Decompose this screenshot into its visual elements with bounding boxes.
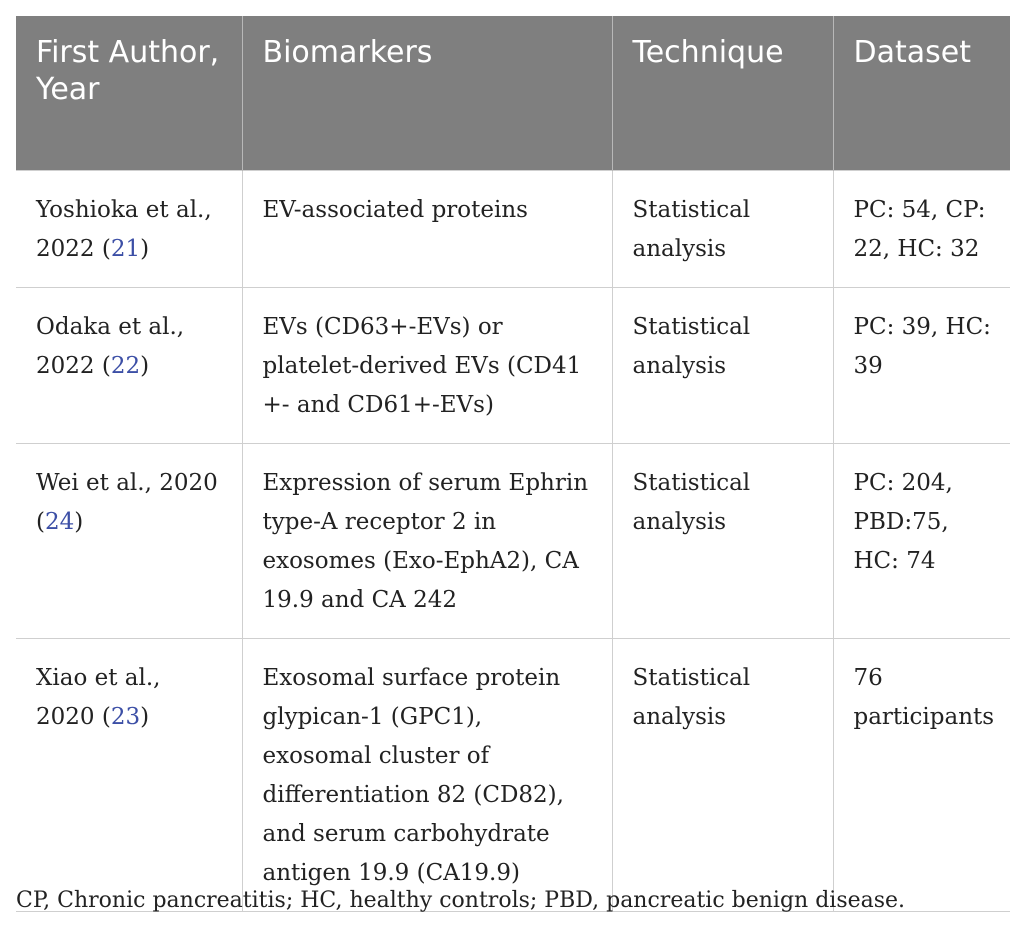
studies-table (16, 16, 1010, 912)
header-dataset: Dataset (833, 16, 1010, 170)
technique-cell: Statistical analysis (612, 443, 833, 638)
table-footnote: CP, Chronic pancreatitis; HC, healthy controls; PBD, pancreatic benign disease. (16, 888, 906, 913)
author-text-close: ) (140, 235, 150, 262)
header-first-author-year: First Author, Year (16, 16, 242, 170)
author-text: Odaka et al., 2022 ( (36, 313, 185, 379)
table-row (16, 287, 1010, 443)
author-text-close: ) (140, 703, 150, 730)
technique-cell: Statistical analysis (612, 287, 833, 443)
reference-link[interactable]: 21 (110, 235, 141, 262)
author-cell (16, 443, 242, 638)
reference-link[interactable]: 22 (110, 352, 141, 379)
author-text-close: ) (140, 352, 150, 379)
table-row (16, 170, 1010, 287)
author-text: Xiao et al., 2020 ( (36, 664, 161, 730)
header-technique: Technique (612, 16, 833, 170)
table-body (16, 170, 1010, 911)
technique-cell: Statistical analysis (612, 638, 833, 911)
author-cell (16, 170, 242, 287)
header-biomarkers: Biomarkers (242, 16, 612, 170)
author-text: Wei et al., 2020 ( (36, 469, 218, 535)
technique-cell: Statistical analysis (612, 170, 833, 287)
dataset-cell: 76 participants (833, 638, 1010, 911)
table-header (16, 16, 1010, 170)
author-cell (16, 638, 242, 911)
biomarkers-cell: EV-associated proteins (242, 170, 612, 287)
dataset-cell: PC: 204, PBD:75, HC: 74 (833, 443, 1010, 638)
reference-link[interactable]: 23 (110, 703, 141, 730)
author-text-close: ) (74, 508, 84, 535)
dataset-cell: PC: 39, HC: 39 (833, 287, 1010, 443)
author-cell (16, 287, 242, 443)
table-row (16, 443, 1010, 638)
header-row (16, 16, 1010, 170)
dataset-cell: PC: 54, CP: 22, HC: 32 (833, 170, 1010, 287)
biomarkers-cell: Expression of serum Ephrin type-A receptor 2 in exosomes (Exo-EphA2), CA 19.9 and CA 242 (242, 443, 612, 638)
biomarkers-cell: Exosomal surface protein glypican-1 (GPC1), exosomal cluster of differentiation 82 (CD82), and serum carbohydrate antigen 19.9 (CA19.9) (242, 638, 612, 911)
table-row (16, 638, 1010, 911)
author-text: Yoshioka et al., 2022 ( (36, 196, 212, 262)
reference-link[interactable]: 24 (44, 508, 75, 535)
studies-table-container (16, 16, 1010, 912)
biomarkers-cell: EVs (CD63+-EVs) or platelet-derived EVs (CD41 +- and CD61+-EVs) (242, 287, 612, 443)
